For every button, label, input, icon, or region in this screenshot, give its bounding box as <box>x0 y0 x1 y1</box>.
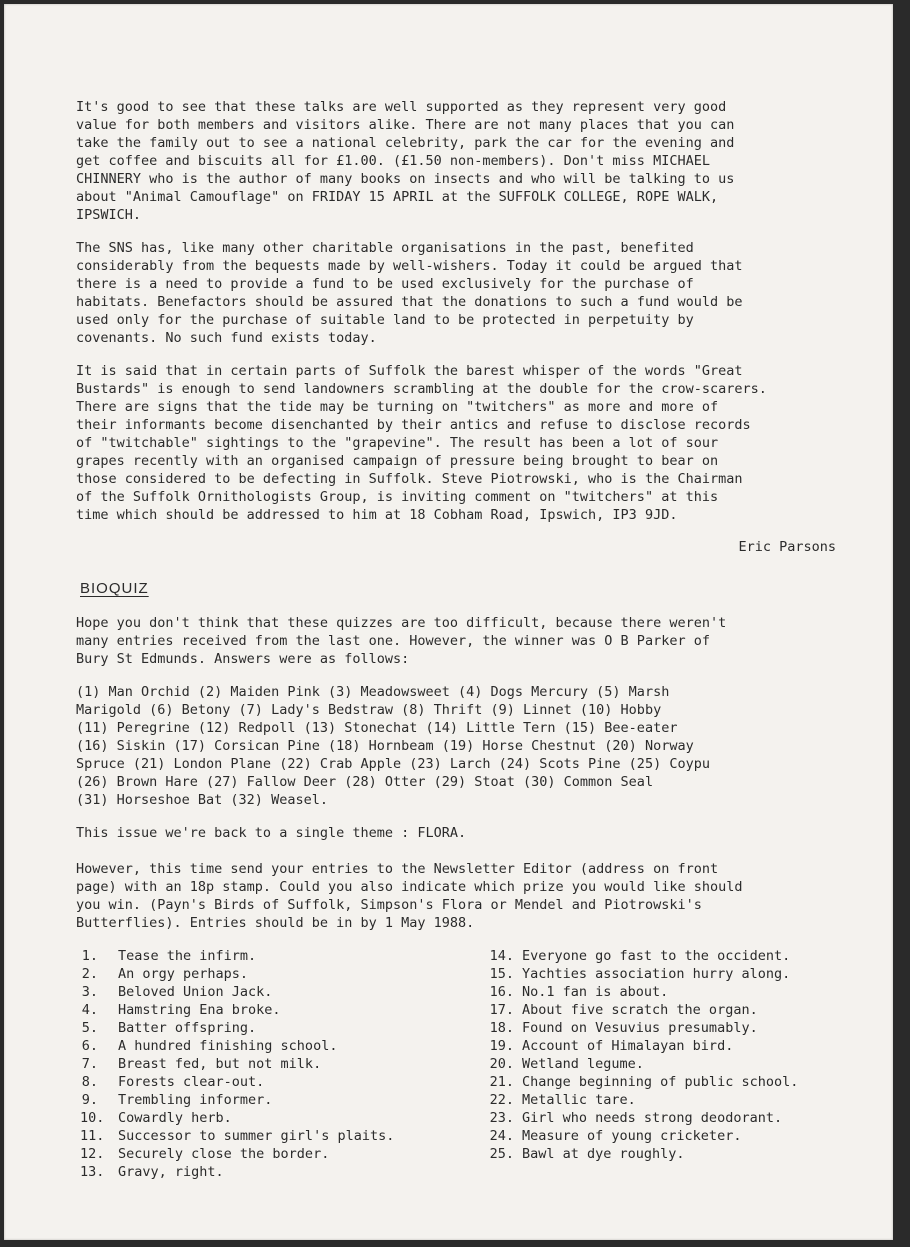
clue-item: 22. Metallic tare. <box>489 1092 636 1108</box>
clue-item: 1. Tease the infirm. <box>81 948 257 964</box>
clue-item: 23. Girl who needs strong deodorant. <box>489 1110 783 1126</box>
clue-item: 17. About five scratch the organ. <box>489 1002 758 1018</box>
clue-item: 6. A hundred finishing school. <box>81 1038 338 1054</box>
clue-item: 10. Cowardly herb. <box>80 1110 232 1126</box>
bioquiz-heading: BIOQUIZ <box>80 580 149 597</box>
clue-item: 13. Gravy, right. <box>80 1164 224 1180</box>
clue-item: 2. An orgy perhaps. <box>81 966 249 982</box>
clue-item: 9. Trembling informer. <box>81 1092 273 1108</box>
talks-paragraph: It's good to see that these talks are well supported as they represent very good value for both members and visitors alike. There are not many places that you can take the family out to see a national celebrity, park the car for the evening and get coffee and biscuits all for £1.00. (£1.50 non-members). Don't miss MICHAEL CHINNERY who is the author of many books on insects and who will be talking to us about "Animal Camouflage" on FRIDAY 15 APRIL at the SUFFOLK COLLEGE, ROPE WALK, IPSWICH. <box>76 99 735 223</box>
clue-item: 7. Breast fed, but not milk. <box>81 1056 322 1072</box>
fund-paragraph: The SNS has, like many other charitable organisations in the past, benefited considerably from the bequests made by well-wishers. Today it could be argued that there is a need to provide a fund to be used exclusively for the purchase of habitats. Benefactors should be assured that the donations to such a fund would be used only for the purchase of suitable land to be protected in perpetuity by covenants. No such fund exists today. <box>76 240 743 346</box>
twitchers-paragraph: It is said that in certain parts of Suffolk the barest whisper of the words "Great Bustards" is enough to send landowners scrambling at the double for the crow-scarers. There are signs that the tide may be turning on "twitchers" as more and more of their informants become disenchanted by their antics and refuse to disclose records of "twitchable" sightings to the "grapevine". The result has been a lot of sour grapes recently with an organised campaign of pressure being brought to bear on those considered to be defecting in Suffolk. Steve Piotrowski, who is the Chairman of the Suffolk Ornithologists Group, is inviting comment on "twitchers" at this time which should be addressed to him at 18 Cobham Road, Ipswich, IP3 9JD. <box>76 363 767 523</box>
clue-item: 20. Wetland legume. <box>489 1056 644 1072</box>
page-content <box>76 98 866 1187</box>
clue-item: 4. Hamstring Ena broke. <box>81 1002 281 1018</box>
clue-item: 11. Successor to summer girl's plaits. <box>80 1128 395 1144</box>
clue-item: 5. Batter offspring. <box>81 1020 257 1036</box>
clue-item: 12. Securely close the border. <box>80 1146 330 1162</box>
clue-column-right <box>476 947 798 1163</box>
clue-list <box>76 947 866 1187</box>
clue-column-left <box>80 947 394 1181</box>
newsletter-page <box>4 4 893 1240</box>
clue-item: 3. Beloved Union Jack. <box>81 984 273 1000</box>
clue-item: 19. Account of Himalayan bird. <box>489 1038 734 1054</box>
bioquiz-theme: This issue we're back to a single theme : FLORA. <box>76 825 467 841</box>
bioquiz-intro: Hope you don't think that these quizzes are too difficult, because there weren't many entries received from the last one. However, the winner was O B Parker of Bury St Edmunds. Answers were as follows: <box>76 615 727 667</box>
clue-item: 25. Bawl at dye roughly. <box>489 1146 685 1162</box>
clue-item: 16. No.1 fan is about. <box>489 984 669 1000</box>
clue-item: 18. Found on Vesuvius presumably. <box>489 1020 758 1036</box>
clue-item: 21. Change beginning of public school. <box>489 1074 799 1090</box>
bioquiz-answers: (1) Man Orchid (2) Maiden Pink (3) Meadowsweet (4) Dogs Mercury (5) Marsh Marigold (6) Betony (7) Lady's Bedstraw (8) Thrift (9) Linnet (10) Hobby (11) Peregrine (12) Redpoll (13) Stonechat (14) Little Tern (15) Bee-eater (16) Siskin (17) Corsican Pine (18) Hornbeam (19) Horse Chestnut (20) Norway Spruce (21) London Plane (22) Crab Apple (23) Larch (24) Scots Pine (25) Coypu (26) Brown Hare (27) Fallow Deer (28) Otter (29) Stoat (30) Common Seal (31) Horseshoe Bat (32) Weasel. <box>76 684 710 808</box>
clue-item: 8. Forests clear-out. <box>81 1074 265 1090</box>
clue-item: 15. Yachties association hurry along. <box>489 966 791 982</box>
clue-item: 14. Everyone go fast to the occident. <box>489 948 791 964</box>
author-signature: Eric Parsons <box>738 539 836 555</box>
clue-item: 24. Measure of young cricketer. <box>489 1128 742 1144</box>
bioquiz-instructions: However, this time send your entries to the Newsletter Editor (address on front page) with an 18p stamp. Could you also indicate which prize you would like should you win. (Payn's Birds of Suffolk, Simpson's Flora or Mendel and Piotrowski's Butterflies). Entries should be in by 1 May 1988. <box>76 861 743 931</box>
